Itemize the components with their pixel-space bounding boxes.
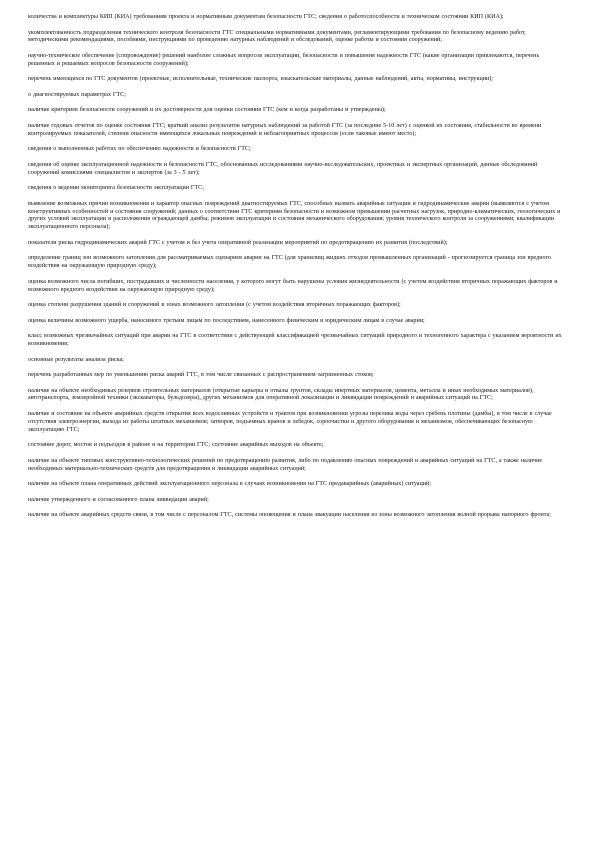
paragraph: наличие на объекте необходимых резервов строительных материалов (открытые карьеры и отвалы грунтов, склады инертных материалов, цемента, металла и иных необходимых материалов), автотранспорта, землеройной техники (экскаваторы, бульдозеры), других механизмов для оперативной локализации и ликвидации повреждений и аварийных ситуаций на ГТС;: [28, 387, 534, 402]
paragraph: класс возможных чрезвычайных ситуаций при аварии на ГТС в соответствии с действующей классификацией чрезвычайных ситуаций природного и техногенного характера с указанием вероятности их возникновения;: [28, 333, 562, 348]
paragraph: показатели риска гидродинамических аварий ГТС с учетом и без учета оперативной реализации мероприятий по предотвращению их развития (последствий);: [28, 239, 448, 246]
paragraph: наличие на объекте аварийных средств связи, в том числе с персоналом ГТС, системы оповещения и плана эвакуации населения из зоны возможного затопления волной прорыва напорного фронта;: [28, 512, 551, 519]
document-body: [28, 14, 563, 528]
paragraph: оценка степени разрушения зданий и сооружений в зонах возможного затопления (с учетом воздействия вторичных поражающих факторов);: [28, 302, 401, 309]
paragraph: научно-техническое обеспечение (сопровождение) решений наиболее сложных вопросов эксплуатации, безопасности и повышения надежности ГТС (какие организации привлекаются, перечень решенных и решаемых вопросов безопасности сооружений);: [28, 52, 540, 67]
paragraph: перечень имеющихся по ГТС документов (проектные, исполнительные, технические паспорта, изыскательские материалы, данные наблюдений, акты, нормативы, инструкции);: [28, 76, 493, 83]
paragraph: определение границ зон возможного затопления для рассматриваемых сценариев аварии на ГТС (для хранилищ жидких отходов промышленных организаций - прогнозируется граница зон вредного воздействия на окружающую природную среду);: [28, 255, 551, 270]
paragraph: наличие и состояние на объекте аварийных средств открытия всех водосливных устройств и трактов при возникновении угрозы перелива воды через гребень плотины (дамбы), в том числе в случае отсутствия электроэнергии, выхода из работы штатных механизмов; затворов, подъемных кранов и лебедок, сороочистки и другого оборудования и механизмов, обеспечивающих безопасную эксплуатацию ГТС;: [28, 410, 552, 433]
paragraph: наличие на объекте плана оперативных действий эксплуатационного персонала в случаях возникновения на ГТС предаварийных (аварийных) ситуаций;: [28, 481, 431, 488]
paragraph: наличие критериев безопасности сооружений и их достоверности для оценки состояния ГТС (кем и когда разработаны и утверждены);: [28, 107, 386, 114]
paragraph: наличие утвержденного и согласованного плана ликвидации аварий;: [28, 496, 209, 503]
paragraph: о диагностируемых параметрах ГТС;: [28, 91, 126, 98]
paragraph: сведения об оценке эксплуатационной надежности и безопасности ГТС, обоснованных исследованиями научно-исследовательских, проектных и экспертных организаций, данные обследований сооружений комиссиями специалистов и экспертов (за 3 - 5 лет);: [28, 161, 538, 176]
paragraph: перечень разработанных мер по уменьшению риска аварий ГТС, в том числе связанных с распространением загрязненных стоков;: [28, 372, 374, 379]
paragraph: оценка величины возможного ущерба, наносимого третьим лицам по последствиям, нанесенного физическим и юридическим лицам в случае аварии;: [28, 317, 425, 324]
paragraph: оценка возможного числа погибших, пострадавших и численности населения, у которого могут быть нарушены условия жизнедеятельности (с учетом воздействия вторичных поражающих факторов и возможного вредного воздействия на окружающую природную среду);: [28, 278, 558, 293]
paragraph: наличие годовых отчетов по оценке состояния ГТС; краткий анализ результатов натурных наблюдений за работой ГТС (за последние 5-10 лет) с оценкой их состояния, стабильности во времени контролируемых показателей, степени опасности имеющихся локальных повреждений и неблагоприятных процессов (если таковые имеют место);: [28, 122, 542, 137]
paragraph: укомплектованность подразделения технического контроля безопасности ГТС специальными нормативными документами, регламентирующими требования по безопасному ведению работ, методическими рекомендациями, пособиями, инструкциями по проведению натурных наблюдений и обследований, оценке работы и состояния сооружений;: [28, 29, 526, 44]
paragraph: наличие на объекте типовых конструктивно-технологических решений по предотвращению развития, либо по подавлению опасных повреждений и аварийных ситуаций на ГТС, а также наличие необходимых материально-технических средств для предотвращения и ликвидации аварийных ситуаций;: [28, 457, 543, 472]
paragraph: количества и комплектуры КИП (КИА) требованиям проекта и нормативным документам безопасности ГТС; сведения о работоспособности и техническом состоянии КИП (КИА);: [28, 14, 504, 20]
paragraph: выявление возможных причин возникновения и характер опасных повреждений диагностируемых ГТС, способных вызвать аварийные ситуации и гидродинамические аварии (выявляются с учетом конструктивных особенностей и состояния сооружений; данных о соответствии ГТС критериям безопасности и возможном превышении расчетных нагрузок, природно-климатических, геологических и других условий эксплуатации и расположения ограждающей дамбы; режимов эксплуатации и состояния механического оборудования; уровня технического контроля за сооружениями; квалификации эксплуатационного персонала);: [28, 200, 561, 231]
paragraph: сведения о ведении мониторинга безопасности эксплуатации ГТС;: [28, 185, 204, 192]
paragraph: сведения о выполненных работах по обеспечению надежности и безопасности ГТС;: [28, 146, 251, 153]
paragraph: состояние дорог, мостов и подъездов в районе и на территории ГТС; состояние аварийных выходов на объекте;: [28, 442, 324, 449]
paragraph: основные результаты анализа риска;: [28, 356, 124, 363]
